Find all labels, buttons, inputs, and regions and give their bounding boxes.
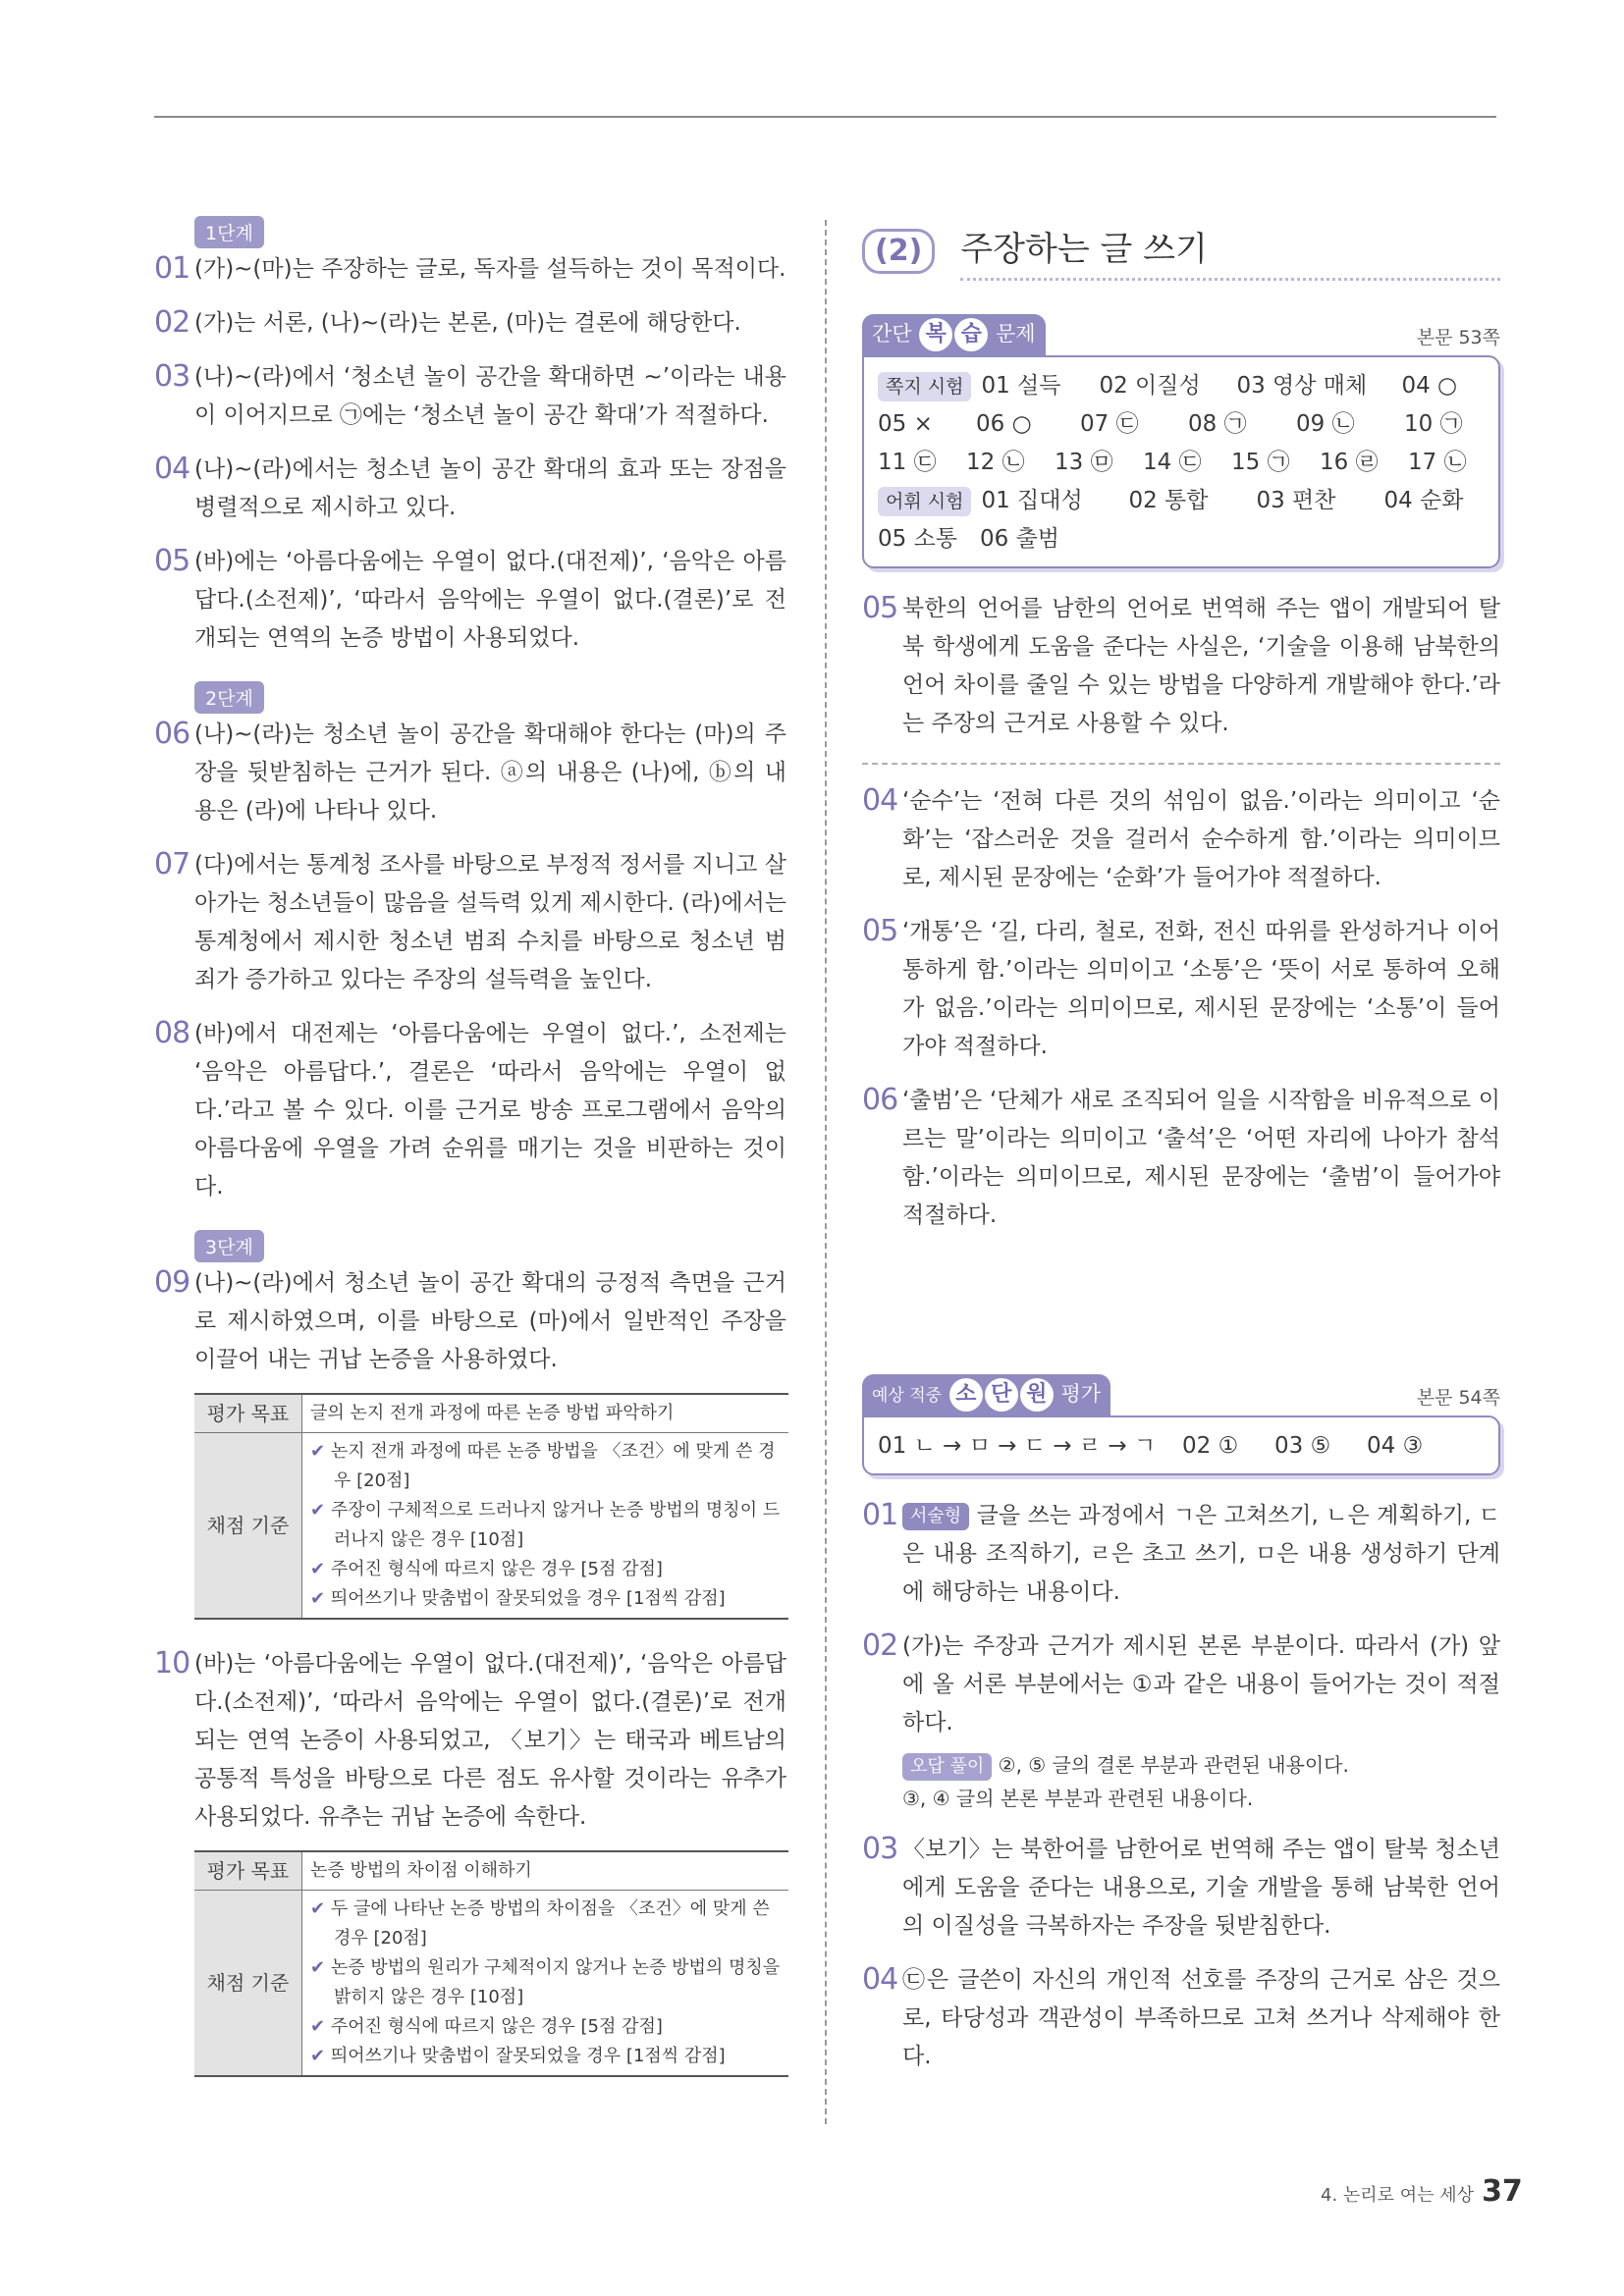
item-text: (나)~(라)는 청소년 놀이 공간을 확대해야 한다는 (마)의 주장을 뒷받침하는 근거가 된다. ⓐ의 내용은 (나)에, ⓑ의 내용은 (라)에 나타나 있다.: [194, 721, 786, 824]
answer-item: [154, 1264, 786, 1379]
item-number: 01: [862, 1498, 898, 1532]
unit-answers-row: 01 ㄴ → ㅁ → ㄷ → ㄹ → ㄱ 02 ① 03 ⑤ 04 ③: [878, 1433, 1424, 1459]
answer-item: [154, 451, 786, 527]
quiz-row: 11 ㉢ 12 ㉡ 13 ㉤ 14 ㉢ 15 ㉠ 16 ㉣ 17 ㉡: [878, 450, 1467, 475]
check-icon: ✔: [310, 1588, 326, 1609]
criterion: ✔ 주장이 구체적으로 드러나지 않거나 논증 방법의 명칭이 드러나지 않은 경우 [10점]: [310, 1500, 781, 1550]
check-icon: ✔: [310, 1559, 326, 1579]
item-number: 06: [154, 717, 190, 751]
section-header: [862, 216, 1500, 287]
stage-badge-1: 1단계: [194, 216, 264, 248]
item-text: (가)~(마)는 주장하는 글로, 독자를 설득하는 것이 목적이다.: [194, 256, 786, 282]
section-number-badge: (2): [862, 229, 935, 274]
item-number: 04: [862, 783, 898, 818]
check-icon: ✔: [310, 1898, 326, 1919]
check-icon: ✔: [310, 1500, 326, 1521]
answer-item: [862, 1497, 1500, 1612]
item-text: ‘출범’은 ‘단체가 새로 조직되어 일을 시작함을 비유적으로 이르는 말’이라는 의미이고 ‘출석’은 ‘어떤 자리에 나아가 참석함.’이라는 의미이므로, 제시된 문장에는 ‘출범’이 들어가야 적절하다.: [902, 1088, 1500, 1228]
item-number: 01: [154, 251, 190, 286]
rubric-goal-label: 평가 목표: [194, 1394, 302, 1433]
answer-item: [154, 1015, 786, 1206]
item-text: 북한의 언어를 남한의 언어로 번역해 주는 앱이 개발되어 탈북 학생에게 도움을 준다는 사실은, ‘기술을 이용해 남북한의 언어 차이를 줄일 수 있는 방법을 다양하게 개발해야 한다.’라는 주장의 근거로 사용할 수 있다.: [902, 596, 1500, 736]
criterion: ✔ 논증 방법의 원리가 구체적이지 않거나 논증 방법의 명칭을 밝히지 않은 경우 [10점]: [310, 1957, 781, 2007]
wrong-answer-tag: 오답 풀이: [902, 1753, 992, 1781]
page-reference: 본문 54쪽: [1416, 1387, 1500, 1409]
criterion: ✔ 두 글에 나타난 논증 방법의 차이점을 〈조건〉에 맞게 쓴 경우 [20점]: [310, 1898, 770, 1949]
chapter-title: 4. 논리로 여는 세상: [1321, 2185, 1475, 2206]
rubric-criteria: [302, 1891, 789, 2077]
item-number: 04: [154, 452, 190, 486]
rubric-goal-label: 평가 목표: [194, 1851, 302, 1891]
answer-item: [154, 304, 786, 343]
answer-item: [862, 782, 1500, 897]
answer-item: [862, 1082, 1500, 1235]
item-text: 〈보기〉는 북한어를 남한어로 번역해 주는 앱이 탈북 청소년에게 도움을 준다는 내용으로, 기술 개발을 통해 남북한 언어의 이질성을 극복하자는 주장을 뒷받침한다.: [902, 1837, 1500, 1939]
item-text: (다)에서는 통계청 조사를 바탕으로 부정적 정서를 지니고 살아가는 청소년들이 많음을 설득력 있게 제시한다. (라)에서는 통계청에서 제시한 청소년 범죄 수치를 바탕으로 청소년 범죄가 증가하고 있다는 주장의 설득력을 높인다.: [194, 852, 786, 992]
section-title: 주장하는 글 쓰기: [960, 222, 1500, 281]
item-text: ‘개통’은 ‘길, 다리, 철로, 전화, 전신 따위를 완성하거나 이어 통하게 함.’이라는 의미이고 ‘소통’은 ‘뜻이 서로 통하여 오해가 없음.’이라는 의미이므로, 제시된 문장에는 ‘소통’이 들어가야 적절하다.: [902, 919, 1500, 1059]
page-reference: 본문 53쪽: [1416, 327, 1500, 348]
review-tab: 간단 복 습 문제: [862, 314, 1046, 355]
page-number: 37: [1482, 2174, 1523, 2209]
item-text: (나)~(라)에서 ‘청소년 놀이 공간을 확대하면 ~’이라는 내용이 이어지므로 ㉠에는 ‘청소년 놀이 공간 확대’가 적절하다.: [194, 364, 786, 428]
rubric-criteria-label: 채점 기준: [194, 1891, 302, 2077]
item-text: (바)에서 대전제는 ‘아름다움에는 우열이 없다.’, 소전제는 ‘음악은 아름답다.’, 결론은 ‘따라서 음악에는 우열이 없다.’라고 볼 수 있다. 이를 근거로 방송 프로그램에서 음악의 아름다움에 우열을 가려 순위를 매기는 것을 비판하는 것이다.: [194, 1021, 786, 1200]
vocab-label: 어휘 시험: [878, 487, 971, 516]
quiz-row: 쪽지 시험 01 설득 02 이질성 03 영상 매체 04 ○: [878, 367, 1485, 405]
item-text: ‘순수’는 ‘전혀 다른 것의 섞임이 없음.’이라는 의미이고 ‘순화’는 ‘잡스러운 것을 걸러서 순수하게 함.’이라는 의미이므로, 제시된 문장에는 ‘순화’가 들어가야 적절하다.: [902, 788, 1500, 890]
check-icon: ✔: [310, 1957, 326, 1978]
answer-list-stage1: [154, 250, 786, 658]
item-number: 05: [862, 591, 898, 625]
quiz-label: 쪽지 시험: [878, 372, 971, 401]
criterion: ✔ 주어진 형식에 따르지 않은 경우 [5점 감점]: [310, 1559, 663, 1579]
page-footer: [1321, 2174, 1523, 2209]
dashed-separator: [862, 763, 1500, 765]
item-number: 05: [154, 544, 190, 578]
answer-item: [154, 543, 786, 658]
answer-item: [154, 358, 786, 435]
criterion: ✔ 논지 전개 과정에 따른 논증 방법을 〈조건〉에 맞게 쓴 경우 [20점]: [310, 1441, 776, 1491]
answer-item: [154, 716, 786, 830]
left-column: [154, 216, 786, 2103]
rubric-table-10: [194, 1850, 788, 2077]
wrong-answer-note: 오답 풀이 ②, ⑤ 글의 결론 부분과 관련된 내용이다. ③, ④ 글의 본론 부분과 관련된 내용이다.: [902, 1753, 1349, 1810]
right-column: [862, 216, 1500, 2092]
criterion: ✔ 띄어쓰기나 맞춤법이 잘못되었을 경우 [1점씩 감점]: [310, 2046, 726, 2066]
check-icon: ✔: [310, 1441, 326, 1462]
answer-item: [862, 1628, 1500, 1742]
rubric-table-09: [194, 1393, 788, 1620]
item-number: 06: [862, 1083, 898, 1117]
stage-badge-2: 2단계: [194, 681, 264, 714]
review-answer-box: [862, 355, 1500, 568]
rubric-criteria: [302, 1433, 789, 1620]
answer-item: [154, 250, 786, 289]
item-text: (나)~(라)에서는 청소년 놀이 공간 확대의 효과 또는 장점을 병렬적으로 제시하고 있다.: [194, 456, 786, 520]
item-text: (바)에는 ‘아름다움에는 우열이 없다.(대전제)’, ‘음악은 아름답다.(소전제)’, ‘따라서 음악에는 우열이 없다.(결론)’로 전개되는 연역의 논증 방법이 사용되었다.: [194, 549, 786, 651]
answer-item: [862, 913, 1500, 1066]
check-icon: ✔: [310, 2016, 326, 2037]
review-box-header: [862, 314, 1500, 355]
item-number: 07: [154, 847, 190, 881]
unit-tab: 예상 적중 소 단 원 평가: [862, 1374, 1110, 1415]
vocab-row: 어휘 시험 01 집대성 02 통합 03 편찬 04 순화: [878, 482, 1485, 520]
item-text: (가)는 서론, (나)~(라)는 본론, (마)는 결론에 해당한다.: [194, 310, 741, 336]
item-text: (나)~(라)에서 청소년 놀이 공간 확대의 긍정적 측면을 근거로 제시하였으며, 이를 바탕으로 (마)에서 일반적인 주장을 이끌어 내는 귀납 논증을 사용하였다.: [194, 1270, 786, 1372]
item-number: 05: [862, 914, 898, 948]
unit-answer-box: [862, 1415, 1500, 1475]
answer-item: [862, 1831, 1500, 1946]
answer-item: [154, 846, 786, 999]
answer-list-stage2: [154, 716, 786, 1206]
answer-item: [862, 1961, 1500, 2076]
item-number: 08: [154, 1016, 190, 1050]
item-number: 04: [862, 1962, 898, 1997]
item-number: 02: [862, 1629, 898, 1663]
rubric-criteria-label: 채점 기준: [194, 1433, 302, 1620]
item-number: 03: [154, 359, 190, 394]
item-text: ㉢은 글쓴이 자신의 개인적 선호를 주장의 근거로 삼은 것으로, 타당성과 객관성이 부족하므로 고쳐 쓰거나 삭제해야 한다.: [902, 1967, 1500, 2069]
item-number: 03: [862, 1832, 898, 1866]
criterion: ✔ 띄어쓰기나 맞춤법이 잘못되었을 경우 [1점씩 감점]: [310, 1588, 726, 1609]
item-number: 09: [154, 1265, 190, 1300]
essay-tag: 서술형: [902, 1503, 969, 1530]
rubric-goal: 논증 방법의 차이점 이해하기: [302, 1851, 789, 1891]
item-number: 02: [154, 305, 190, 340]
item-text: 글을 쓰는 과정에서 ㄱ은 고쳐쓰기, ㄴ은 계획하기, ㄷ은 내용 조직하기, ㄹ은 초고 쓰기, ㅁ은 내용 생성하기 단계에 해당하는 내용이다.: [902, 1503, 1500, 1605]
item-text: (가)는 주장과 근거가 제시된 본론 부분이다. 따라서 (가) 앞에 올 서론 부분에서는 ①과 같은 내용이 들어가는 것이 적절하다.: [902, 1633, 1500, 1735]
rubric-goal: 글의 논지 전개 과정에 따른 논증 방법 파악하기: [302, 1394, 789, 1433]
item-number: 10: [154, 1646, 190, 1681]
vocab-row: 05 소통 06 출범: [878, 526, 1060, 552]
header-rule: [154, 116, 1496, 118]
check-icon: ✔: [310, 2046, 326, 2066]
quiz-row: 05 × 06 ○ 07 ㉢ 08 ㉠ 09 ㉡ 10 ㉠: [878, 411, 1463, 437]
answer-list-stage3: [154, 1264, 786, 2077]
answer-item: [862, 590, 1500, 743]
unit-box-header: [862, 1374, 1500, 1415]
criterion: ✔ 주어진 형식에 따르지 않은 경우 [5점 감점]: [310, 2016, 663, 2037]
stage-badge-3: 3단계: [194, 1230, 264, 1262]
answer-item: [154, 1645, 786, 1837]
column-divider: [825, 220, 827, 2124]
item-text: (바)는 ‘아름다움에는 우열이 없다.(대전제)’, ‘음악은 아름답다.(소전제)’, ‘따라서 음악에는 우열이 없다.(결론)’로 전개되는 연역 논증이 사용되었고, 〈보기〉는 태국과 베트남의 공통적 특성을 바탕으로 다른 점도 유사할 것이라는 유추가 사용되었다. 유추는 귀납 논증에 속한다.: [194, 1651, 786, 1830]
